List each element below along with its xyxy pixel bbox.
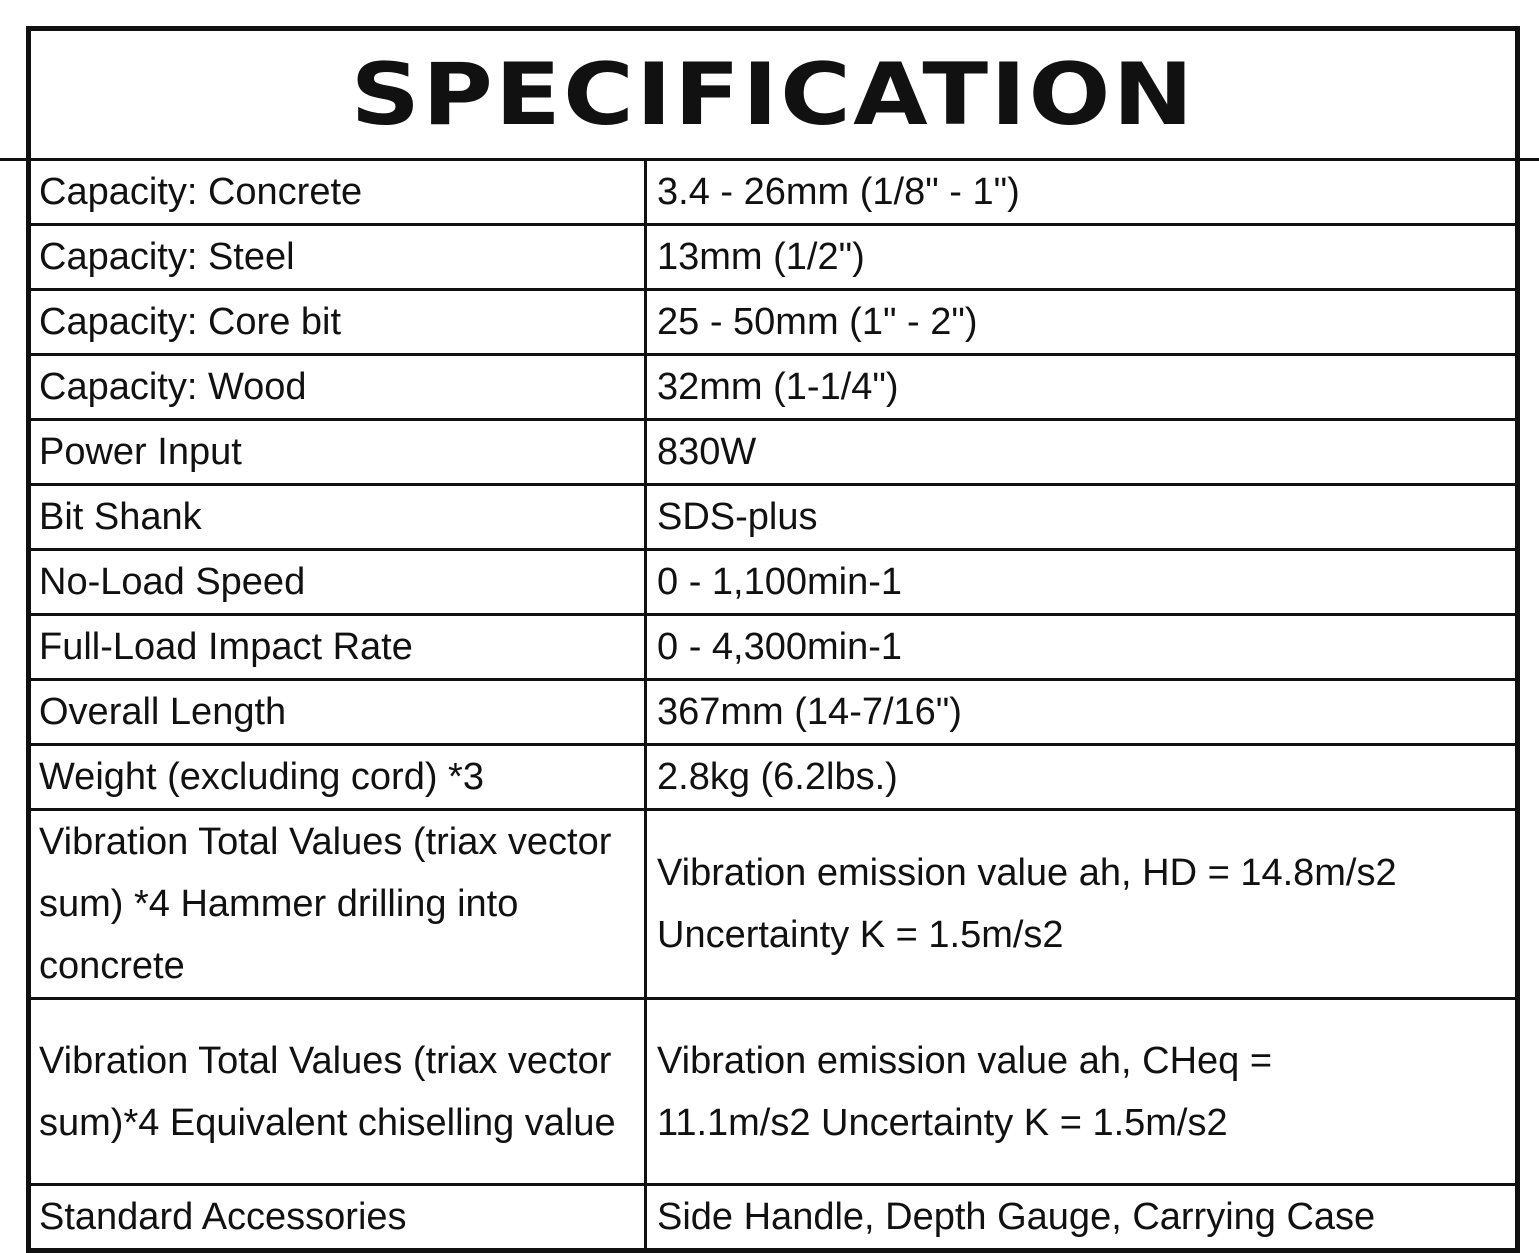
spec-value: 367mm (14-7/16") <box>646 680 1516 745</box>
spec-label: Capacity: Wood <box>31 355 646 420</box>
table-row <box>31 615 1515 680</box>
table-row <box>31 550 1515 615</box>
spec-table <box>31 161 1515 1248</box>
specification-table-frame <box>26 26 1520 1253</box>
spec-label: Vibration Total Values (triax vector sum) *4 Hammer drilling into concrete <box>31 810 646 999</box>
page-title: SPECIFICATION <box>0 31 1539 161</box>
table-row <box>31 745 1515 810</box>
spec-value: 32mm (1-1/4") <box>646 355 1516 420</box>
spec-value-line: Vibration emission value ah, CHeq = <box>657 1039 1273 1082</box>
spec-value <box>646 810 1516 999</box>
table-row <box>31 355 1515 420</box>
table-row <box>31 420 1515 485</box>
spec-value: 0 - 4,300min-1 <box>646 615 1516 680</box>
spec-value: Side Handle, Depth Gauge, Carrying Case <box>646 1185 1516 1249</box>
spec-label: Capacity: Core bit <box>31 290 646 355</box>
spec-label: Capacity: Concrete <box>31 161 646 225</box>
spec-value: 13mm (1/2") <box>646 225 1516 290</box>
spec-label: Weight (excluding cord) *3 <box>31 745 646 810</box>
table-row <box>31 225 1515 290</box>
spec-label: No-Load Speed <box>31 550 646 615</box>
table-row <box>31 290 1515 355</box>
spec-value: SDS-plus <box>646 485 1516 550</box>
spec-label: Overall Length <box>31 680 646 745</box>
spec-value: 0 - 1,100min-1 <box>646 550 1516 615</box>
table-row <box>31 1185 1515 1249</box>
spec-label: Bit Shank <box>31 485 646 550</box>
spec-value: 3.4 - 26mm (1/8" - 1") <box>657 171 1020 213</box>
spec-label: Power Input <box>31 420 646 485</box>
table-row <box>31 161 1515 225</box>
spec-value: 830W <box>646 420 1516 485</box>
table-row <box>31 680 1515 745</box>
spec-label: Vibration Total Values (triax vector sum)*4 Equivalent chiselling value <box>31 999 646 1185</box>
spec-label: Standard Accessories <box>31 1185 646 1249</box>
table-row <box>31 810 1515 999</box>
table-row <box>31 485 1515 550</box>
table-row <box>31 999 1515 1185</box>
spec-value <box>646 999 1516 1185</box>
spec-value-line: 11.1m/s2 Uncertainty K = 1.5m/s2 <box>657 1101 1228 1144</box>
spec-label: Capacity: Steel <box>31 225 646 290</box>
spec-value-line: Uncertainty K = 1.5m/s2 <box>657 914 1064 956</box>
spec-value: 25 - 50mm (1" - 2") <box>646 290 1516 355</box>
spec-label: Full-Load Impact Rate <box>31 615 646 680</box>
spec-value-line: Vibration emission value ah, HD = 14.8m/s2 <box>657 852 1397 894</box>
spec-value: 2.8kg (6.2lbs.) <box>646 745 1516 810</box>
